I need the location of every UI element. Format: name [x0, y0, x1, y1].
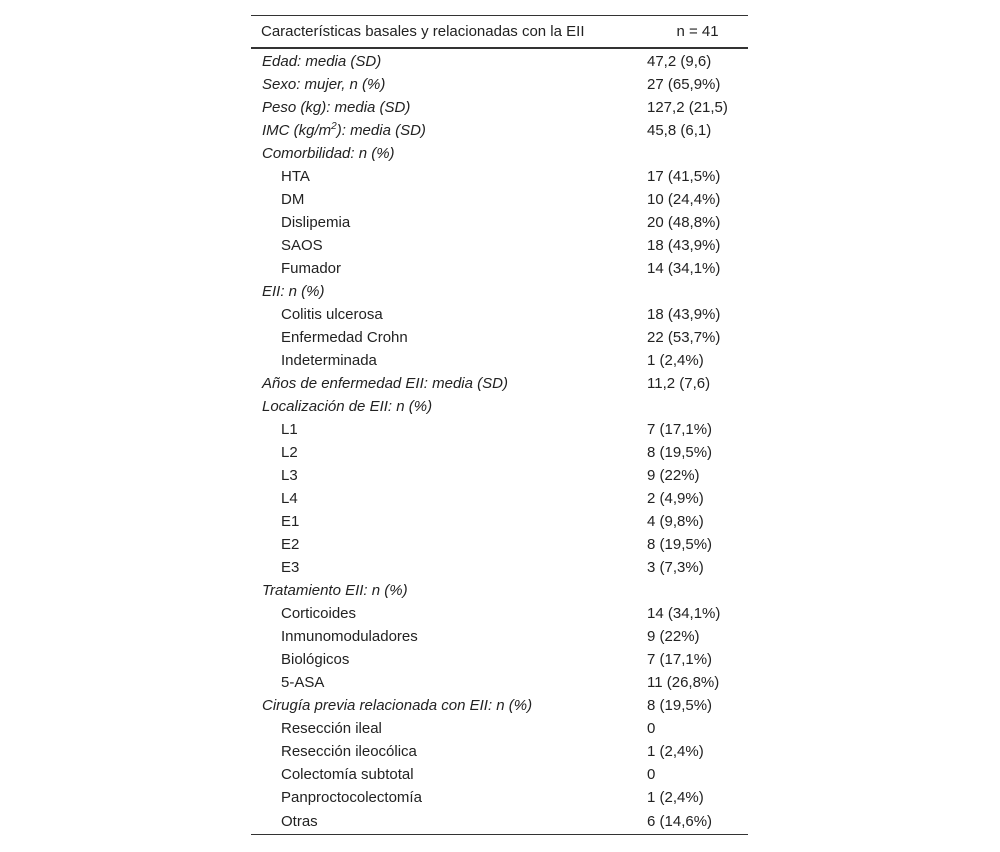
table-row: [251, 211, 748, 234]
row-sublabel: Fumador: [281, 260, 342, 277]
row-label-text: ): media (SD): [336, 122, 426, 139]
row-sublabel: Colectomía subtotal: [281, 766, 414, 783]
table-row: [251, 648, 748, 671]
table-row: [251, 510, 748, 533]
row-value: 0: [647, 720, 656, 737]
table-row: [251, 786, 748, 809]
table-row: [251, 625, 748, 648]
row-category-label: Edad: media (SD): [262, 53, 382, 70]
row-sublabel: Biológicos: [281, 651, 350, 668]
row-value: 10 (24,4%): [647, 191, 721, 208]
table-row: [251, 234, 748, 257]
row-value: 14 (34,1%): [647, 605, 721, 622]
table-row: [251, 694, 748, 717]
table-row: [251, 119, 748, 142]
row-sublabel: L3: [281, 467, 298, 484]
table-row: [251, 533, 748, 556]
row-value: 22 (53,7%): [647, 329, 721, 346]
row-sublabel: Indeterminada: [281, 352, 377, 369]
row-sublabel: L2: [281, 444, 298, 461]
row-sublabel: Resección ileal: [281, 720, 382, 737]
row-value: 1 (2,4%): [647, 789, 704, 806]
row-sublabel: Otras: [251, 809, 647, 835]
table-row: [251, 280, 748, 303]
table-row: [251, 602, 748, 625]
row-value: 27 (65,9%): [647, 76, 721, 93]
table-row: [251, 257, 748, 280]
row-value: 127,2 (21,5): [647, 99, 728, 116]
row-value: 11 (26,8%): [647, 674, 720, 691]
table-row: [251, 326, 748, 349]
table-row: [251, 809, 748, 835]
row-sublabel: E3: [281, 559, 300, 576]
row-value: 0: [647, 766, 656, 783]
row-sublabel: L1: [281, 421, 298, 438]
row-sublabel: Colitis ulcerosa: [281, 306, 383, 323]
table-row: [251, 418, 748, 441]
row-category-label: EII: n (%): [262, 283, 325, 300]
table-row: [251, 165, 748, 188]
table-row: [251, 372, 748, 395]
header-row: [251, 16, 748, 49]
row-value: [647, 142, 748, 165]
characteristics-table-container: [251, 15, 748, 835]
table-row: [251, 556, 748, 579]
row-value: 1 (2,4%): [647, 743, 704, 760]
row-category-label: Cirugía previa relacionada con EII: n (%): [262, 697, 533, 714]
table-row: [251, 188, 748, 211]
row-value: 18 (43,9%): [647, 237, 721, 254]
row-value: 18 (43,9%): [647, 306, 721, 323]
row-value: 6 (14,6%): [647, 809, 748, 835]
row-value: [647, 395, 748, 418]
row-category-label: Comorbilidad: n (%): [262, 145, 395, 162]
row-category-label: Años de enfermedad EII: media (SD): [262, 375, 508, 392]
row-value: 8 (19,5%): [647, 536, 713, 553]
row-value: 2 (4,9%): [647, 490, 704, 507]
row-sublabel: DM: [281, 191, 305, 208]
row-category-label: Tratamiento EII: n (%): [262, 582, 408, 599]
row-value: 3 (7,3%): [647, 559, 704, 576]
table-row: [251, 487, 748, 510]
row-sublabel: E2: [281, 536, 300, 553]
table-row: [251, 717, 748, 740]
table-row: [251, 579, 748, 602]
table-row: [251, 740, 748, 763]
table-row: [251, 671, 748, 694]
header-value: n = 41: [647, 16, 748, 49]
row-value: 17 (41,5%): [647, 168, 721, 185]
row-sublabel: Panproctocolectomía: [281, 789, 422, 806]
row-value: 9 (22%): [647, 467, 700, 484]
header-label: Características basales y relacionadas con la EII: [251, 16, 647, 49]
table-row: [251, 142, 748, 165]
row-sublabel: Corticoides: [281, 605, 357, 622]
row-value: 7 (17,1%): [647, 651, 713, 668]
row-sublabel: Resección ileocólica: [281, 743, 417, 760]
characteristics-table: [251, 15, 748, 835]
row-value: [647, 280, 748, 303]
row-label-superscript: 2: [331, 121, 337, 132]
row-value: [647, 579, 748, 602]
row-value: 14 (34,1%): [647, 260, 721, 277]
row-value: 47,2 (9,6): [647, 53, 712, 70]
row-value: 4 (9,8%): [647, 513, 704, 530]
row-sublabel: Enfermedad Crohn: [281, 329, 408, 346]
row-value: 1 (2,4%): [647, 352, 704, 369]
row-category-label: Peso (kg): media (SD): [262, 99, 411, 116]
row-sublabel: L4: [281, 490, 298, 507]
row-sublabel: E1: [281, 513, 300, 530]
table-row: [251, 763, 748, 786]
table-body: [251, 48, 748, 835]
row-value: 20 (48,8%): [647, 214, 721, 231]
row-category-label: Sexo: mujer, n (%): [262, 76, 386, 93]
row-category-label: Localización de EII: n (%): [262, 398, 433, 415]
row-value: 8 (19,5%): [647, 444, 713, 461]
row-sublabel: 5-ASA: [281, 674, 325, 691]
row-category-label: [251, 119, 647, 142]
table-row: [251, 441, 748, 464]
row-value: 7 (17,1%): [647, 421, 713, 438]
row-sublabel: Dislipemia: [281, 214, 351, 231]
row-sublabel: Inmunomoduladores: [281, 628, 418, 645]
row-label-text: IMC (kg/m: [262, 122, 332, 139]
row-value: 11,2 (7,6): [647, 375, 711, 392]
table-header: [251, 16, 748, 49]
table-row: [251, 303, 748, 326]
table-row: [251, 395, 748, 418]
row-value: 9 (22%): [647, 628, 700, 645]
table-row: [251, 349, 748, 372]
table-row: [251, 73, 748, 96]
row-sublabel: SAOS: [281, 237, 323, 254]
table-row: [251, 464, 748, 487]
table-row: [251, 96, 748, 119]
table-row: [251, 48, 748, 73]
row-value: 8 (19,5%): [647, 697, 713, 714]
row-sublabel: HTA: [281, 168, 310, 185]
row-value: 45,8 (6,1): [647, 122, 712, 139]
